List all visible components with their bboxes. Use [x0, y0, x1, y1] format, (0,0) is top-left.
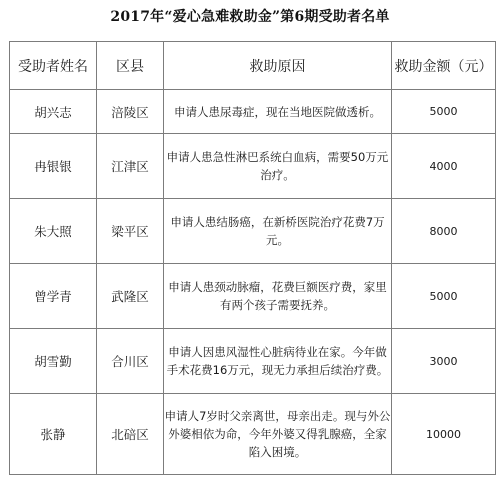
aid-reason: 申请人患尿毒症，现在当地医院做透析。	[164, 90, 392, 134]
table-row	[10, 394, 496, 475]
recipient-district: 武隆区	[97, 264, 164, 329]
aid-reason: 申请人7岁时父亲离世，母亲出走。现与外公外婆相依为命，今年外婆又得乳腺癌，全家陷入困境。	[164, 394, 392, 475]
recipient-name: 朱大照	[10, 199, 97, 264]
recipient-table	[9, 41, 496, 475]
table-row	[10, 90, 496, 134]
recipient-name: 胡兴志	[10, 90, 97, 134]
header-name: 受助者姓名	[10, 42, 97, 90]
table-row	[10, 329, 496, 394]
recipient-district: 江津区	[97, 134, 164, 199]
aid-amount: 5000	[392, 264, 496, 329]
header-district: 区县	[97, 42, 164, 90]
header-amount: 救助金额（元）	[392, 42, 496, 90]
recipient-name: 张静	[10, 394, 97, 475]
recipient-name: 胡雪勤	[10, 329, 97, 394]
aid-reason: 申请人患结肠癌，在新桥医院治疗花费7万元。	[164, 199, 392, 264]
recipient-district: 梁平区	[97, 199, 164, 264]
recipient-district: 北碚区	[97, 394, 164, 475]
table-row	[10, 199, 496, 264]
header-reason: 救助原因	[164, 42, 392, 90]
aid-reason: 申请人患急性淋巴系统白血病，需要50万元治疗。	[164, 134, 392, 199]
aid-amount: 10000	[392, 394, 496, 475]
aid-reason: 申请人患颈动脉瘤，花费巨额医疗费，家里有两个孩子需要抚养。	[164, 264, 392, 329]
aid-amount: 3000	[392, 329, 496, 394]
recipient-district: 涪陵区	[97, 90, 164, 134]
table-header-row	[10, 42, 496, 90]
aid-amount: 5000	[392, 90, 496, 134]
aid-amount: 4000	[392, 134, 496, 199]
table-row	[10, 264, 496, 329]
page-title: 2017年“爱心急难救助金”第6期受助者名单	[110, 9, 390, 25]
recipient-name: 曾学青	[10, 264, 97, 329]
recipient-district: 合川区	[97, 329, 164, 394]
aid-reason: 申请人因患风湿性心脏病待业在家。今年做手术花费16万元，现无力承担后续治疗费。	[164, 329, 392, 394]
table-row	[10, 134, 496, 199]
recipient-name: 冉银银	[10, 134, 97, 199]
aid-amount: 8000	[392, 199, 496, 264]
